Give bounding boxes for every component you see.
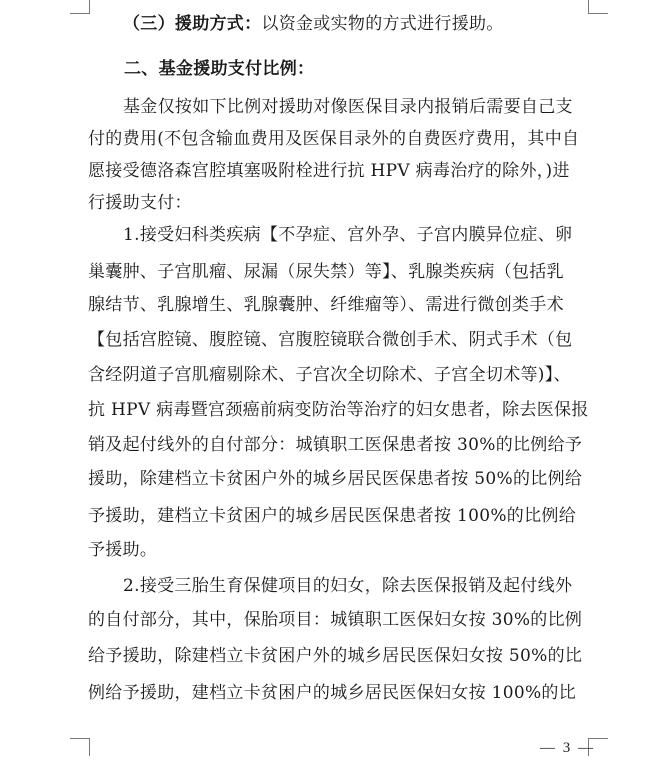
paragraph-line: 【包括宫腔镜、腹腔镜、宫腹腔镜联合微创手术、阴式手术（包 [88,330,573,350]
crop-mark-top-left-v [89,0,90,14]
paragraph-line: 销及起付线外的自付部分：城镇职工医保患者按 30%的比例给予 [88,435,583,455]
crop-mark-top-right-v [588,0,589,14]
paragraph-line: 含经阴道子宫肌瘤剔除术、子宫次全切除术、子宫全切术等)】、 [88,365,571,385]
paragraph-line: 基金仅按如下比例对援助对像医保目录内报销后需要自己支 [123,97,573,117]
paragraph-line: 给予援助，除建档立卡贫困户外的城乡居民医保妇女按 50%的比 [88,646,583,666]
crop-mark-bottom-left-h [70,738,90,739]
crop-mark-top-right-h [588,13,608,14]
paragraph-line: 行援助支付： [88,193,192,213]
crop-mark-top-left-h [70,13,90,14]
crop-mark-bottom-left-v [89,738,90,756]
paragraph-line: 予援助，建档立卡贫困户的城乡居民医保患者按 100%的比例给 [88,506,577,526]
paragraph-line: 巢囊肿、子宫肌瘤、尿漏（尿失禁）等】、乳腺类疾病（包括乳 [88,262,564,282]
section-aid-method [123,14,504,34]
section-aid-method-label: （三）援助方式： [123,14,262,34]
paragraph-line: 腺结节、乳腺增生、乳腺囊肿、纤维瘤等）、需进行微创类手术 [88,295,564,315]
paragraph-line: 2.接受三胎生育保健项目的妇女，除去医保报销及起付线外 [123,576,573,596]
paragraph-line: 抗 HPV 病毒暨宫颈癌前病变防治等治疗的妇女患者，除去医保报 [88,400,589,420]
section-payment-ratio-heading: 二、基金援助支付比例： [124,59,315,79]
paragraph-line: 愿接受德洛森宫腔填塞吸附栓进行抗 HPV 病毒治疗的除外，)进 [88,161,570,181]
page-number: — 3 — [540,740,595,756]
paragraph-line: 的自付部分，其中，保胎项目：城镇职工医保妇女按 30%的比例 [88,610,583,630]
paragraph-line: 例给予援助，建档立卡贫困户的城乡居民医保妇女按 100%的比 [88,683,577,703]
crop-mark-bottom-right-h [588,738,608,739]
paragraph-line: 予援助。 [88,540,158,560]
paragraph-line: 1.接受妇科类疾病【不孕症、宫外孕、子宫内膜异位症、卵 [123,225,573,245]
section-aid-method-text: 以资金或实物的方式进行援助。 [261,14,504,34]
paragraph-line: 付的费用(不包含输血费用及医保目录外的自费医疗费用，其中自 [88,129,580,149]
paragraph-line: 援助，除建档立卡贫困户外的城乡居民医保患者按 50%的比例给 [88,469,583,489]
